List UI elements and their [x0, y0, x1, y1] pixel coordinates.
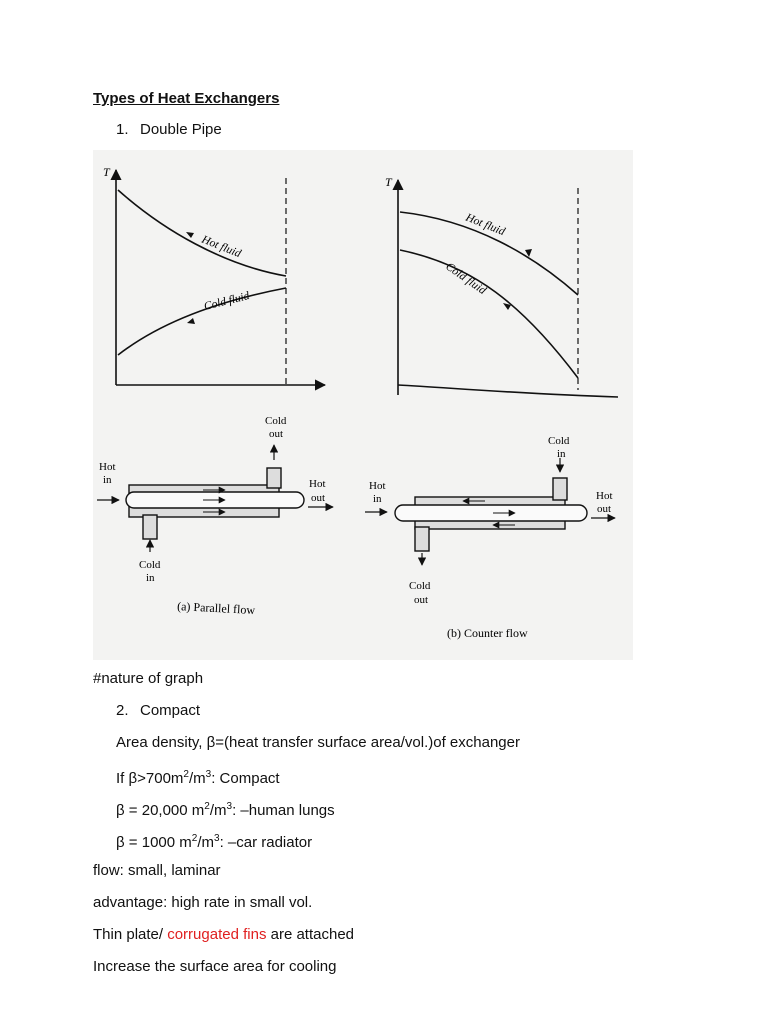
counter-cold-label: Cold fluid	[443, 260, 489, 298]
page-title: Types of Heat Exchangers	[93, 90, 280, 107]
flow-line: flow: small, laminar	[93, 862, 221, 879]
section-1-number: 1.	[116, 121, 129, 138]
parallel-cold-out-pipe	[267, 468, 281, 488]
svg-text:out: out	[414, 594, 429, 606]
parallel-flow-caption: (a) Parallel flow	[176, 599, 256, 618]
svg-text:in: in	[373, 493, 382, 505]
parallel-cold-arrow	[187, 318, 195, 324]
counter-graph-t-label: T	[385, 175, 392, 189]
compact-condition-line: If $\beta>700m^2/m^3$: Compact	[116, 769, 280, 787]
section-2-label: Compact	[140, 702, 201, 719]
counter-cold-out-label: Cold	[409, 580, 431, 592]
counter-hot-out-label: Hot	[596, 490, 613, 502]
counter-graph-x-axis	[398, 385, 618, 397]
corrugated-fins-highlight: corrugated fins	[167, 926, 267, 943]
parallel-cold-out-label: Cold	[265, 415, 287, 427]
area-density-line: Area density, β=(heat transfer surface area/vol.)of exchanger	[116, 734, 520, 751]
svg-text:out: out	[311, 492, 326, 504]
counter-cold-out-pipe	[415, 527, 429, 551]
parallel-hot-arrow	[186, 232, 194, 238]
svg-text:in: in	[103, 474, 112, 486]
counter-hot-label: Hot fluid	[463, 211, 507, 239]
parallel-cold-curve	[118, 288, 286, 355]
svg-text:out: out	[269, 428, 284, 440]
parallel-flow-diagram	[97, 415, 333, 617]
advantage-line: advantage: high rate in small vol.	[93, 894, 313, 911]
svg-text:out: out	[597, 503, 612, 515]
heat-exchanger-figure	[93, 150, 633, 660]
parallel-hot-curve	[118, 190, 286, 276]
counter-inner-pipe	[395, 505, 587, 521]
nature-of-graph-note: #nature of graph	[93, 670, 204, 687]
section-1-label: Double Pipe	[140, 121, 222, 138]
svg-text:in: in	[557, 448, 566, 460]
surface-area-line: Increase the surface area for cooling	[93, 958, 337, 975]
parallel-hot-label: Hot fluid	[199, 233, 243, 261]
fins-line: Thin plate/ corrugated fins are attached	[93, 926, 355, 943]
svg-text:in: in	[146, 572, 155, 584]
parallel-cold-label: Cold fluid	[202, 290, 251, 313]
counter-flow-graph	[385, 175, 618, 397]
counter-cold-curve	[400, 250, 578, 378]
human-lungs-line: β = 20,000 $m^2/m^3$: –human lungs	[116, 801, 335, 819]
parallel-hot-out-label: Hot	[309, 478, 326, 490]
car-radiator-line: β = 1000 $m^2/m^3$: –car radiator	[116, 833, 313, 851]
counter-flow-caption: (b) Counter flow	[447, 626, 528, 640]
parallel-cold-in-pipe	[143, 515, 157, 539]
counter-cold-in-pipe	[553, 478, 567, 500]
section-2-number: 2.	[116, 702, 129, 719]
counter-flow-diagram	[365, 435, 615, 640]
parallel-hot-in-label: Hot	[99, 461, 116, 473]
parallel-flow-graph	[103, 165, 325, 385]
counter-cold-in-label: Cold	[548, 435, 570, 447]
section-1-heading	[116, 120, 222, 140]
parallel-graph-t-label: T	[103, 165, 110, 179]
section-2-heading	[116, 701, 200, 721]
parallel-cold-in-label: Cold	[139, 559, 161, 571]
counter-hot-in-label: Hot	[369, 480, 386, 492]
